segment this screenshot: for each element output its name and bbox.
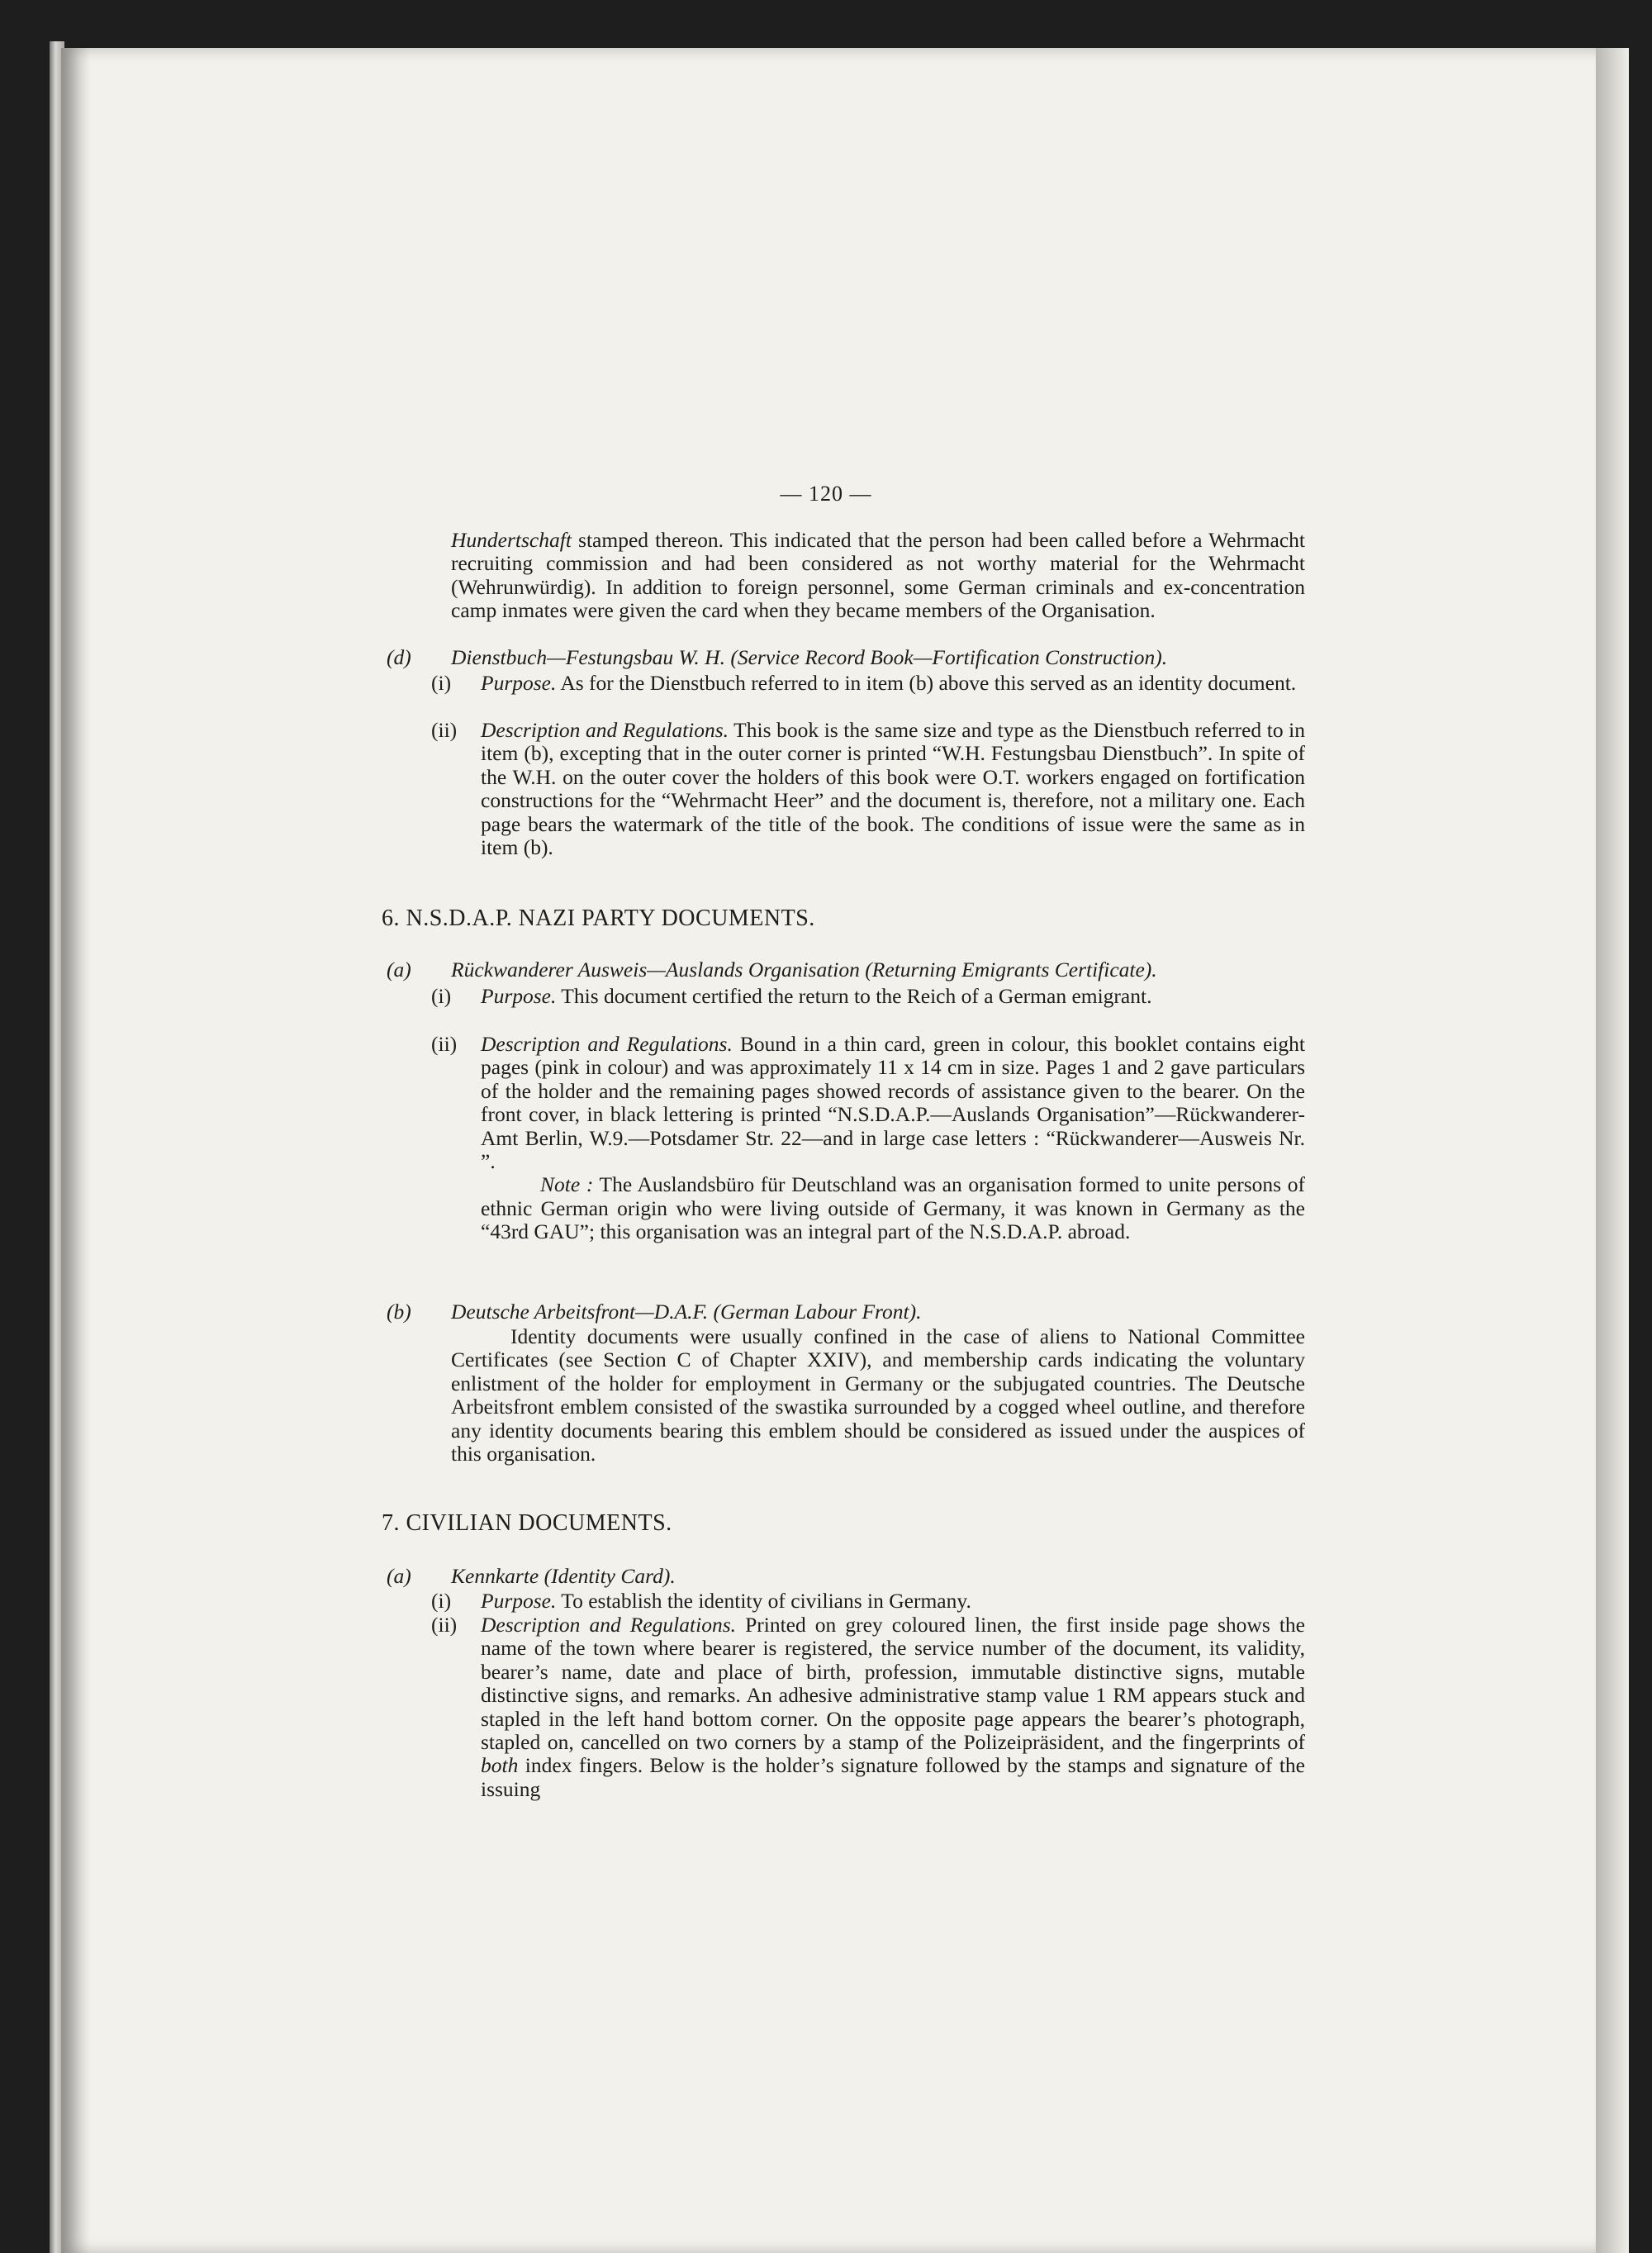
section-6-b-title: Deutsche Arbeitsfront—D.A.F. (German Labour Front).: [451, 1300, 922, 1324]
section-7-a-ii-paragraph: [481, 1614, 1305, 1801]
section-6-b-marker: (b): [387, 1300, 411, 1324]
item-d-i-label: Purpose.: [481, 671, 557, 695]
section-6-a-ii-marker: (ii): [431, 1032, 458, 1056]
item-d-i-marker: (i): [431, 671, 452, 695]
section-6-heading: 6. N.S.D.A.P. NAZI PARTY DOCUMENTS.: [382, 905, 815, 931]
item-d-ii-paragraph: [481, 719, 1305, 859]
continuation-text: stamped thereon. This indicated that the person had been called before a Wehrmacht recruiting commission and had been considered as not worthy material for the Wehrmacht (Wehrunwürdig). In addition to foreign personnel, some German criminals and ex-concentration camp inmates were given the card when they became members of the Organisation.: [451, 528, 1305, 623]
section-7-a-ii-text-2: index fingers. Below is the holder’s signature followed by the stamps and signature of the issuing: [481, 1753, 1305, 1801]
section-7-a-i-paragraph: [481, 1590, 1305, 1613]
section-6-a-title: Rückwanderer Ausweis—Auslands Organisation (Returning Emigrants Certificate).: [451, 958, 1157, 982]
section-6-b-text: Identity documents were usually confined in the case of aliens to National Committee Certificates (see Section C of Chapter XXIV), and membership cards indicating the voluntary enlistment of the holder for employment in Germany or the subjugated countries. The Deutsche Arbeitsfront emblem consisted of the swastika surrounded by a cogged wheel outline, and therefore any identity documents bearing this emblem should be considered as issued under the auspices of this organisation.: [451, 1324, 1305, 1466]
section-7-a-ii-text-1: Printed on grey coloured linen, the first inside page shows the name of the town where bearer is registered, the service number of the document, its validity, bearer’s name, date and place of birth, profession, immutable distinctive signs, mutable distinctive signs, and remarks. An adhesive administrative stamp value 1 RM appears stuck and stapled in the left hand bottom corner. On the opposite page appears the bearer’s photograph, stapled on, cancelled on two corners by a stamp of the Polizeipräsident, and the fingerprints of: [481, 1613, 1305, 1755]
section-6-a-ii-paragraph: [481, 1033, 1305, 1244]
section-6-b-paragraph: [451, 1325, 1305, 1466]
section-6-a-ii-label: Description and Regulations.: [481, 1032, 733, 1056]
section-7-heading: 7. CIVILIAN DOCUMENTS.: [382, 1510, 672, 1536]
section-6-a-i-paragraph: [481, 985, 1305, 1008]
item-d-ii-marker: (ii): [431, 718, 458, 742]
item-d-ii-text: This book is the same size and type as the Dienstbuch referred to in item (b), excepting that in the outer corner is printed “W.H. Festungsbau Dienstbuch”. In spite of the W.H. on the outer cover the holders of this book were O.T. workers engaged on fortification constructions for the “Wehrmacht Heer” and the document is, therefore, not a military one. Each page bears the watermark of the title of the book. The conditions of issue were the same as in item (b).: [481, 718, 1305, 860]
section-7-a-i-marker: (i): [431, 1589, 452, 1613]
section-6-a-marker: (a): [387, 958, 411, 982]
section-6-a-i-marker: (i): [431, 984, 452, 1008]
section-6-a-note-text: The Auslandsbüro für Deutschland was an organisation formed to unite persons of ethnic German origin who were living outside of Germany, it was known in Germany as the “43rd GAU”; this organisation was an integral part of the N.S.D.A.P. abroad.: [481, 1172, 1306, 1244]
continuation-lead: Hundertschaft: [451, 528, 572, 552]
item-d-marker: (d): [387, 645, 411, 669]
section-6-a-note-label: Note :: [540, 1172, 594, 1197]
section-7-a-ii-marker: (ii): [431, 1613, 458, 1637]
item-d-ii-label: Description and Regulations.: [481, 718, 729, 742]
section-7-a-title: Kennkarte (Identity Card).: [451, 1564, 676, 1588]
section-6-a-i-text: This document certified the return to the Reich of a German emigrant.: [556, 984, 1152, 1008]
section-7-a-ii-label: Description and Regulations.: [481, 1613, 736, 1637]
page-number: — 120 —: [780, 482, 872, 506]
continuation-paragraph: [451, 529, 1305, 623]
section-7-a-i-label: Purpose.: [481, 1589, 557, 1613]
item-d-title: Dienstbuch—Festungsbau W. H. (Service Record Book—Fortification Construction).: [451, 645, 1168, 669]
section-7-a-marker: (a): [387, 1564, 411, 1588]
section-7-a-i-text: To establish the identity of civilians in Germany.: [556, 1589, 971, 1613]
item-d-i-paragraph: [481, 672, 1305, 695]
section-6-a-ii-text: Bound in a thin card, green in colour, this booklet contains eight pages (pink in colour) and was approximately 11 x 14 cm in size. Pages 1 and 2 gave particulars of the holder and the remaining pages showed records of assistance given to the bearer. On the front cover, in black lettering is printed “N.S.D.A.P.—Auslands Organisation”—Rückwanderer-Amt Berlin, W.9.—Potsdamer Str. 22—and in large case letters : “Rückwanderer—Ausweis Nr. ”.: [481, 1032, 1305, 1174]
section-6-a-i-label: Purpose.: [481, 984, 557, 1008]
item-d-i-text: As for the Dienstbuch referred to in item (b) above this served as an identity document.: [556, 671, 1297, 695]
section-6-a-note: [481, 1173, 1305, 1243]
section-7-a-ii-emphasis: both: [481, 1753, 519, 1778]
